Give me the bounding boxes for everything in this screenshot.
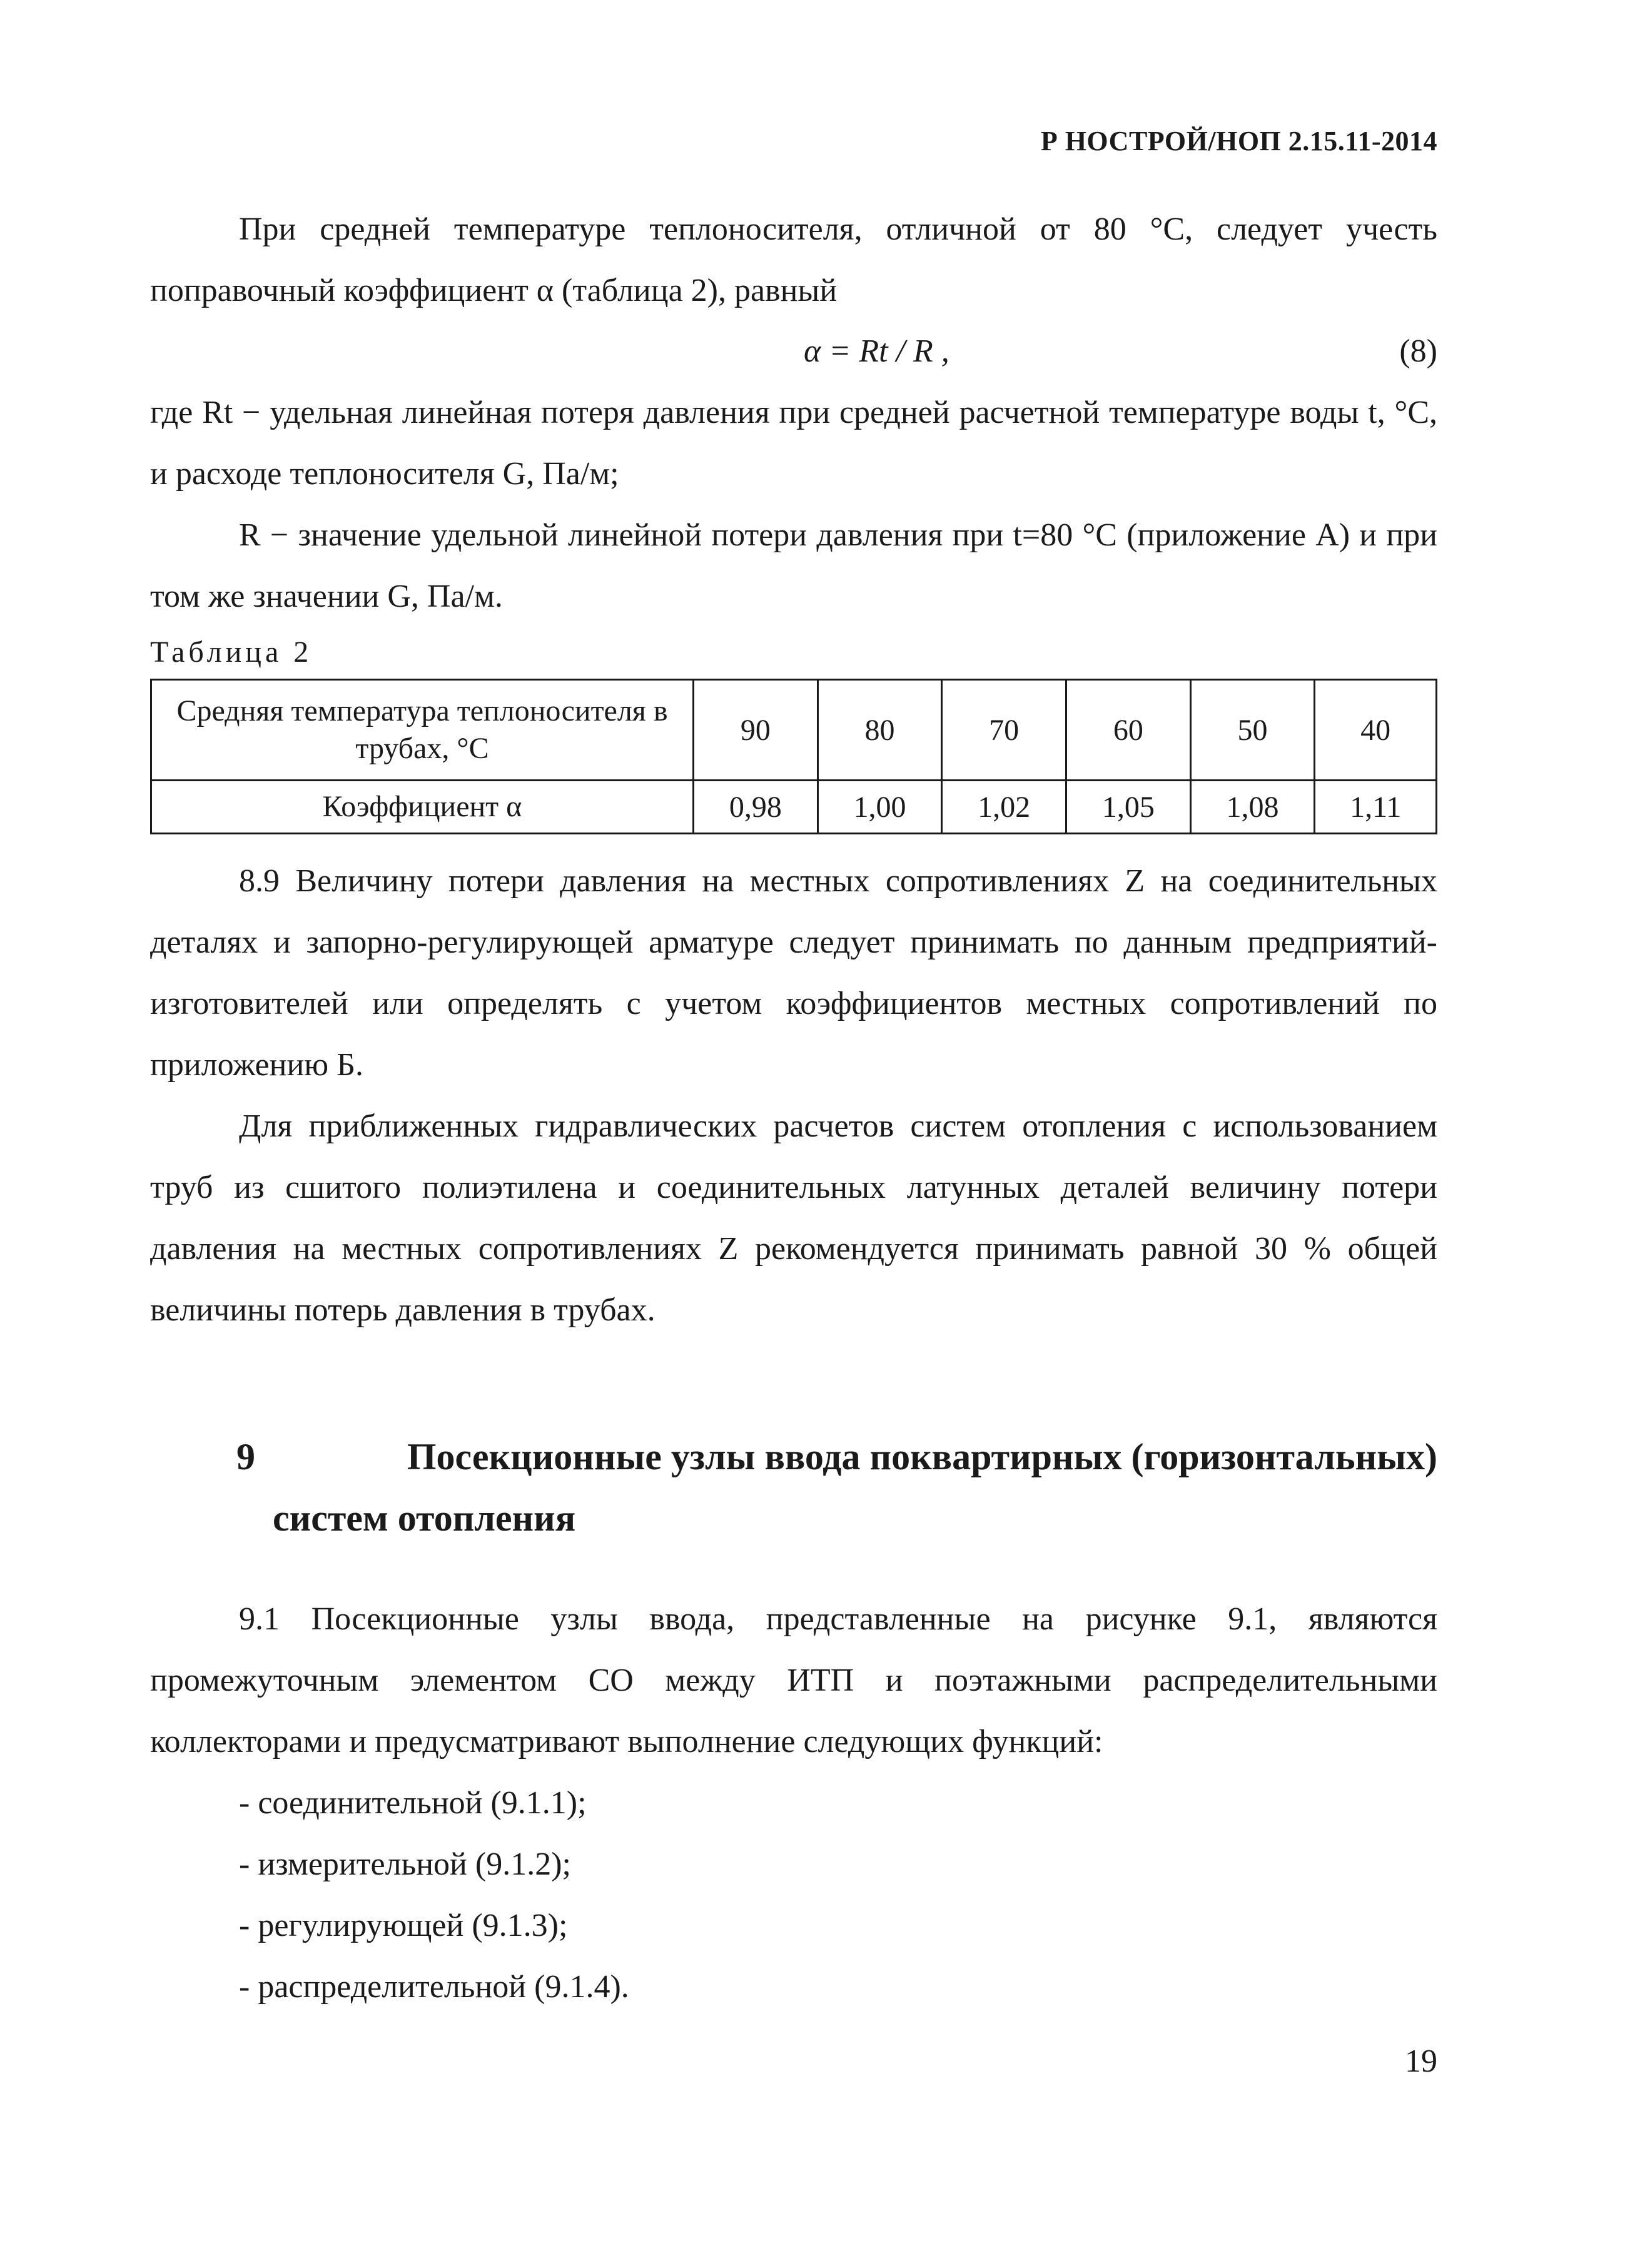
definitions-block bbox=[150, 382, 1437, 627]
table-cell: 40 bbox=[1315, 680, 1437, 781]
table-cell: 1,00 bbox=[818, 781, 942, 834]
formula-number: (8) bbox=[1399, 333, 1437, 369]
table-cell: 1,02 bbox=[942, 781, 1066, 834]
paragraph-r-definition: R − значение удельной линейной потери давления при t=80 °С (приложение А) и при том же значении G, Па/м. bbox=[150, 517, 1437, 614]
paragraph-correction-coefficient: При средней температуре теплоносителя, отличной от 80 °С, следует учесть поправочный коэффициент α (таблица 2), равный bbox=[150, 211, 1437, 308]
table-cell: 1,08 bbox=[1190, 781, 1315, 834]
table-cell: 70 bbox=[942, 680, 1066, 781]
table-cell: 0,98 bbox=[694, 781, 818, 834]
formula-8 bbox=[150, 321, 1437, 382]
table-cell: 1,05 bbox=[1066, 781, 1191, 834]
list-item: - измерительной (9.1.2); bbox=[239, 1846, 571, 1882]
paragraph-where-rt: где Rt − удельная линейная потеря давления при средней расчетной температуре воды t, °С, и расходе теплоносителя G, Па/м; bbox=[150, 395, 1437, 492]
section-number: 9 bbox=[236, 1436, 255, 1477]
table-cell: 1,11 bbox=[1315, 781, 1437, 834]
paragraph-9-1: 9.1 Посекционные узлы ввода, представленные на рисунке 9.1, являются промежуточным элементом СО между ИТП и поэтажными распределительными коллекторами и предусматривают выполнение следующих функций: bbox=[150, 1601, 1437, 1759]
paragraph-approximate-calc: Для приближенных гидравлических расчетов систем отопления с использованием труб из сшитого полиэтилена и соединительных латунных деталей величину потери давления на местных сопротивлениях Z рекомендуется принимать равной 30 % общей величины потерь давления в трубах. bbox=[150, 1108, 1437, 1328]
section-title-line-2: систем отопления bbox=[273, 1497, 576, 1539]
table-row bbox=[151, 680, 1437, 781]
table-row bbox=[151, 781, 1437, 834]
section-title-line-1: Посекционные узлы ввода поквартирных (горизонтальных) bbox=[407, 1436, 1437, 1477]
table-cell: 50 bbox=[1190, 680, 1315, 781]
list-item: - соединительной (9.1.1); bbox=[239, 1785, 587, 1821]
table-header-temperature: Средняя температура теплоносителя в трубах, °С bbox=[151, 680, 694, 781]
section-heading bbox=[236, 1426, 1437, 1549]
document-code-header: Р НОСТРОЙ/НОП 2.15.11-2014 bbox=[1040, 126, 1437, 156]
section-9-1-block bbox=[150, 1589, 1437, 1773]
list-item: - распределительной (9.1.4). bbox=[239, 1969, 629, 2005]
paragraph-8-9: 8.9 Величину потери давления на местных сопротивлениях Z на соединительных деталях и запорно-регулирующей арматуре следует принимать по данным предприятий-изготовителей или определять с учетом коэффициентов местных сопротивлений по приложению Б. bbox=[150, 863, 1437, 1083]
page-number: 19 bbox=[1405, 2043, 1437, 2079]
section-heading-line-1 bbox=[236, 1426, 1437, 1487]
table-header-coefficient: Коэффициент α bbox=[151, 781, 694, 834]
table-cell: 80 bbox=[818, 680, 942, 781]
local-resistance-block bbox=[150, 851, 1437, 1341]
table-cell: 60 bbox=[1066, 680, 1191, 781]
list-item: - регулирующей (9.1.3); bbox=[239, 1908, 568, 1943]
table-caption: Таблица 2 bbox=[150, 635, 313, 669]
table-cell: 90 bbox=[694, 680, 818, 781]
intro-paragraph-block bbox=[150, 199, 1437, 321]
formula-expression: α = Rt / R , bbox=[804, 333, 949, 369]
coefficient-table bbox=[150, 679, 1437, 834]
